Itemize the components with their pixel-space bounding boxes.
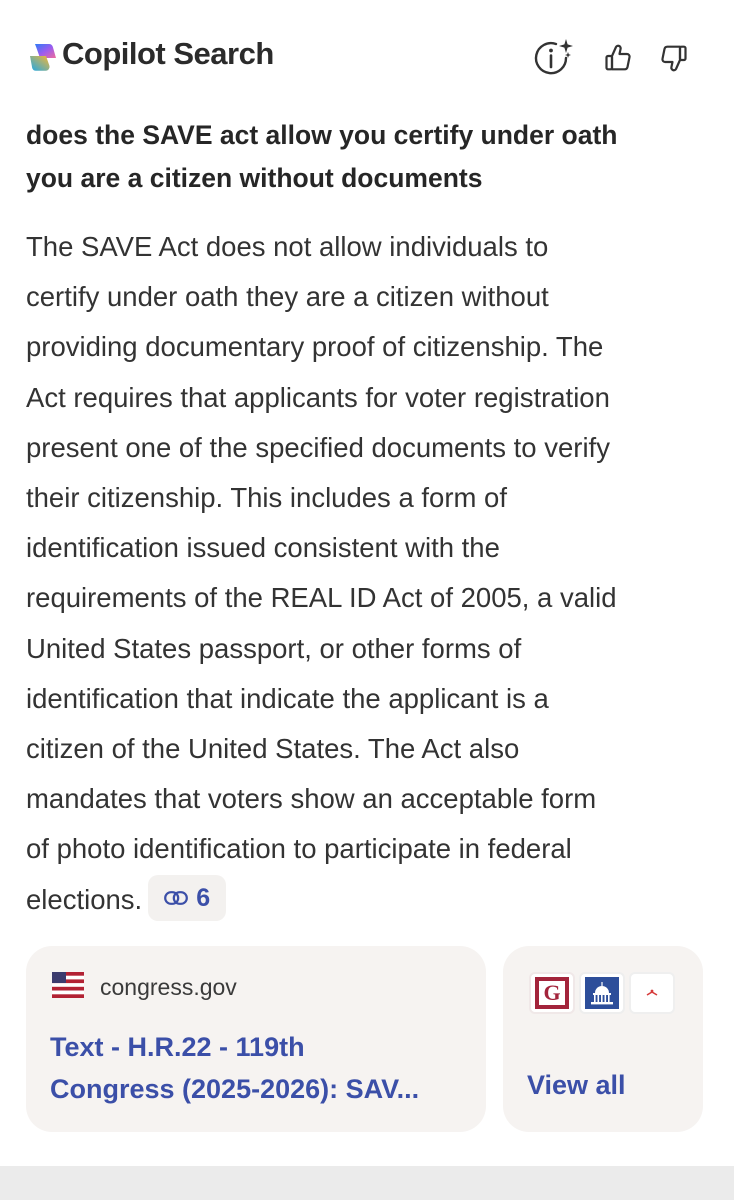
answer-line: identification that indicate the applicant is a — [26, 682, 549, 714]
us-flag-icon — [52, 972, 84, 998]
answer-line: certify under oath they are a citizen without — [26, 281, 549, 313]
answer-line: citizen of the United States. The Act also — [26, 733, 520, 765]
citation-button[interactable] — [148, 875, 226, 921]
answer-line: providing documentary proof of citizenship. The — [26, 331, 604, 363]
view-all-card[interactable] — [503, 946, 703, 1132]
source-card[interactable] — [26, 946, 486, 1132]
source-title-line: Text - H.R.22 - 119th — [50, 1032, 305, 1062]
source-domain: congress.gov — [100, 974, 237, 1000]
query-line: you are a citizen without documents — [26, 163, 483, 193]
copilot-logo-icon — [26, 40, 60, 74]
favicon-capitol-icon — [579, 972, 625, 1014]
source-title[interactable] — [50, 1026, 466, 1110]
thumbs-up-button[interactable] — [596, 36, 640, 80]
search-query — [26, 114, 706, 200]
query-line: does the SAVE act allow you certify under oath — [26, 120, 618, 150]
citation-count: 6 — [196, 884, 211, 913]
info-button[interactable] — [530, 36, 574, 80]
app-title: Copilot Search — [62, 36, 274, 71]
header — [0, 0, 734, 110]
source-title-line: Congress (2025-2026): SAV... — [50, 1074, 420, 1104]
view-all-link[interactable]: View all — [527, 1070, 626, 1100]
answer-line: mandates that voters show an acceptable form — [26, 783, 597, 815]
answer-text — [26, 222, 716, 925]
answer-line: The SAVE Act does not allow individuals to — [26, 231, 549, 262]
favicon-red-icon — [629, 972, 675, 1014]
answer-line: Act requires that applicants for voter registration — [26, 381, 610, 413]
info-sparkle-icon — [530, 36, 574, 80]
answer-line — [26, 875, 716, 925]
favicon-g-icon — [529, 972, 575, 1014]
answer-line: identification issued consistent with the — [26, 532, 500, 564]
thumbs-down-icon — [659, 43, 689, 73]
answer-line: their citizenship. This includes a form of — [26, 482, 507, 514]
thumbs-up-icon — [603, 43, 633, 73]
answer-last-text: elections. — [26, 883, 143, 915]
answer-line: requirements of the REAL ID Act of 2005, a valid — [26, 582, 617, 614]
link-icon — [164, 891, 188, 905]
bottom-bar — [0, 1166, 734, 1200]
answer-line: of photo identification to participate in federal — [26, 833, 572, 865]
thumbs-down-button[interactable] — [652, 36, 696, 80]
answer-line: United States passport, or other forms of — [26, 632, 522, 664]
answer-line: present one of the specified documents to verify — [26, 431, 610, 463]
favicon-g-letter: G — [543, 980, 561, 1005]
